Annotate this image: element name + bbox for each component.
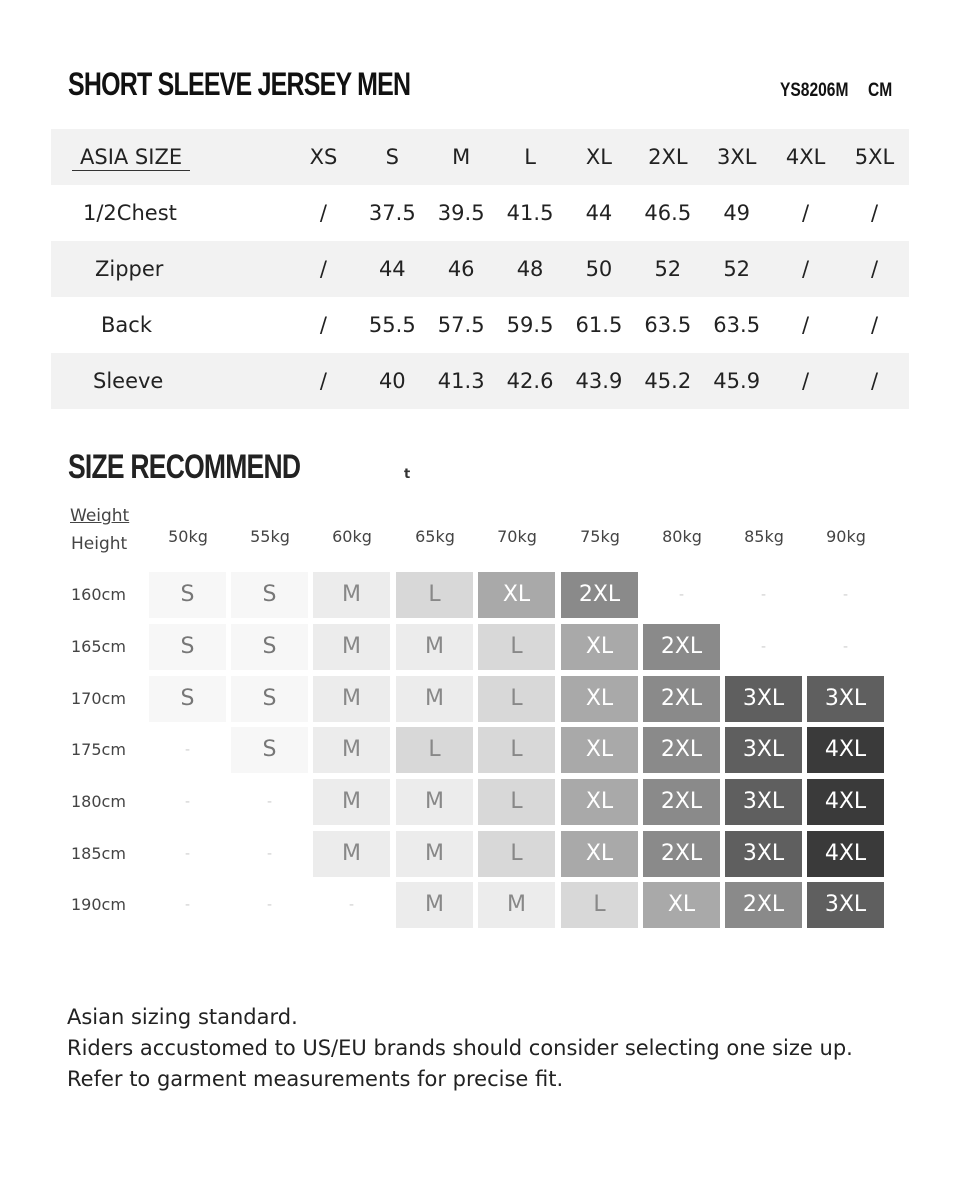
weight-column-label: 50kg (168, 527, 208, 546)
size-header-cell: 3XL (702, 129, 771, 185)
measure-value-cell: 45.2 (633, 353, 702, 409)
measure-value-cell: 42.6 (496, 353, 565, 409)
size-cell-empty: - (184, 742, 191, 758)
size-cell: M (478, 882, 555, 928)
size-cell: 4XL (807, 831, 884, 877)
size-cell: L (561, 882, 638, 928)
size-cell: M (396, 831, 473, 877)
size-measurement-table (51, 129, 909, 409)
height-row-label: 175cm (71, 740, 126, 759)
size-cell: 3XL (725, 779, 802, 825)
measure-value-cell: 55.5 (368, 313, 416, 337)
height-row-label: 170cm (71, 689, 126, 708)
measure-value-cell: / (771, 353, 840, 409)
size-cell: 3XL (807, 882, 884, 928)
size-cell: XL (561, 779, 638, 825)
size-cell: S (231, 624, 308, 670)
size-cell: 2XL (725, 882, 802, 928)
measure-value-cell: 45.9 (702, 353, 771, 409)
size-cell: S (231, 676, 308, 722)
size-cell: M (396, 882, 473, 928)
size-cell: 2XL (643, 624, 720, 670)
size-cell: M (396, 779, 473, 825)
sizing-notes (67, 1002, 853, 1095)
measure-value-cell: 63.5 (713, 313, 761, 337)
weight-axis-label: Weight (70, 506, 130, 526)
size-cell: M (313, 676, 390, 722)
size-cell: S (231, 572, 308, 618)
height-axis-label: Height (71, 534, 128, 554)
page-title: SHORT SLEEVE JERSEY MEN (68, 66, 411, 102)
weight-column-label: 70kg (497, 527, 537, 546)
size-cell: XL (561, 727, 638, 773)
measure-value-cell: 41.3 (427, 353, 496, 409)
size-cell: S (149, 624, 226, 670)
measure-row-label: Zipper (51, 241, 289, 297)
size-cell-empty: - (184, 794, 191, 810)
measure-value-cell: 46 (427, 241, 496, 297)
size-cell: 2XL (643, 727, 720, 773)
measure-row-label: Back (101, 313, 152, 337)
note-line: Refer to garment measurements for precise fit. (67, 1067, 564, 1091)
measure-value-cell: 52 (702, 241, 771, 297)
size-header-row (51, 129, 909, 185)
measure-row-label: 1/2Chest (83, 201, 177, 225)
size-cell: 3XL (807, 676, 884, 722)
size-header-cell: 5XL (840, 129, 909, 185)
measure-row (51, 297, 909, 353)
measure-value-cell: / (802, 201, 810, 225)
weight-column-label: 55kg (250, 527, 290, 546)
weight-column-label: 90kg (826, 527, 866, 546)
note-line: Riders accustomed to US/EU brands should consider selecting one size up. (67, 1036, 853, 1060)
size-cell: 3XL (725, 727, 802, 773)
size-cell: XL (561, 676, 638, 722)
measure-value-cell: / (319, 201, 327, 225)
height-row-label: 165cm (71, 637, 126, 656)
measure-value-cell: 50 (565, 241, 634, 297)
measure-value-cell: 57.5 (437, 313, 485, 337)
measure-row (51, 241, 909, 297)
weight-column-label: 80kg (662, 527, 702, 546)
size-cell-empty: - (842, 587, 849, 603)
measure-value-cell: 61.5 (575, 313, 623, 337)
size-header-cell: 4XL (771, 129, 840, 185)
weight-column-label: 75kg (580, 527, 620, 546)
size-cell: L (478, 727, 555, 773)
size-cell: M (313, 572, 390, 618)
size-cell: 2XL (561, 572, 638, 618)
size-cell: 2XL (643, 779, 720, 825)
measure-value-cell: 46.5 (644, 201, 692, 225)
size-cell-empty: - (184, 897, 191, 913)
height-row-label: 190cm (71, 895, 126, 914)
size-cell: M (396, 624, 473, 670)
size-cell: L (478, 831, 555, 877)
height-row-label: 160cm (71, 585, 126, 604)
measure-value-cell: / (802, 313, 810, 337)
measure-value-cell: 48 (496, 241, 565, 297)
size-cell: 2XL (643, 831, 720, 877)
size-cell: L (396, 727, 473, 773)
size-cell-empty: - (678, 587, 685, 603)
size-header-cell: XL (565, 129, 634, 185)
measure-value-cell: 63.5 (644, 313, 692, 337)
size-cell: 3XL (725, 676, 802, 722)
size-cell: 3XL (725, 831, 802, 877)
size-cell-empty: - (266, 846, 273, 862)
size-cell: L (478, 676, 555, 722)
size-cell: S (231, 727, 308, 773)
measure-row (51, 353, 909, 409)
measure-value-cell: 43.9 (565, 353, 634, 409)
weight-column-label: 65kg (415, 527, 455, 546)
weight-column-label: 85kg (744, 527, 784, 546)
measure-value-cell: 40 (358, 353, 427, 409)
height-row-label: 185cm (71, 844, 126, 863)
size-cell: XL (478, 572, 555, 618)
size-cell: S (149, 676, 226, 722)
measure-row (51, 185, 909, 241)
size-cell: 4XL (807, 727, 884, 773)
size-cell: 2XL (643, 676, 720, 722)
size-cell-empty: - (760, 587, 767, 603)
size-cell: M (313, 779, 390, 825)
measure-value-cell: / (771, 241, 840, 297)
size-cell: XL (643, 882, 720, 928)
size-cell: L (478, 779, 555, 825)
size-cell: 4XL (807, 779, 884, 825)
measure-value-cell: / (870, 313, 879, 337)
size-cell: XL (561, 624, 638, 670)
size-cell: M (313, 831, 390, 877)
size-cell-empty: - (842, 639, 849, 655)
size-cell-empty: - (760, 639, 767, 655)
measure-value-cell: / (289, 241, 358, 297)
measure-value-cell: / (840, 241, 909, 297)
size-cell: L (478, 624, 555, 670)
measure-value-cell: / (319, 313, 327, 337)
measure-value-cell: 39.5 (437, 201, 485, 225)
measure-value-cell: 37.5 (368, 201, 416, 225)
size-cell: M (313, 624, 390, 670)
measure-row-label: Sleeve (51, 353, 289, 409)
size-header-cell: S (358, 129, 427, 185)
size-cell-empty: - (184, 846, 191, 862)
weight-column-label: 60kg (332, 527, 372, 546)
size-header-cell: XS (289, 129, 358, 185)
asia-size-header-cell (51, 129, 289, 185)
size-cell-empty: - (348, 897, 355, 913)
model-code: YS8206M (780, 80, 849, 101)
size-header-cell: L (496, 129, 565, 185)
stray-mark: t (404, 467, 411, 482)
size-cell: XL (561, 831, 638, 877)
size-cell-empty: - (266, 794, 273, 810)
measure-value-cell: 52 (633, 241, 702, 297)
size-cell: M (396, 676, 473, 722)
size-header-cell: M (427, 129, 496, 185)
asia-size-label: ASIA SIZE (72, 144, 190, 171)
size-cell: M (313, 727, 390, 773)
measure-value-cell: / (870, 201, 879, 225)
measure-value-cell: / (840, 353, 909, 409)
measure-value-cell: 44 (585, 201, 613, 225)
size-cell: S (149, 572, 226, 618)
size-cell-empty: - (266, 897, 273, 913)
height-row-label: 180cm (71, 792, 126, 811)
unit-label: CM (868, 80, 893, 101)
measure-value-cell: 44 (358, 241, 427, 297)
note-line: Asian sizing standard. (67, 1005, 298, 1029)
measure-value-cell: / (289, 353, 358, 409)
size-recommend-title: SIZE RECOMMEND (68, 448, 301, 486)
measure-value-cell: 41.5 (506, 201, 554, 225)
size-cell: L (396, 572, 473, 618)
size-header-cell: 2XL (633, 129, 702, 185)
measure-value-cell: 59.5 (506, 313, 554, 337)
measure-value-cell: 49 (723, 201, 751, 225)
